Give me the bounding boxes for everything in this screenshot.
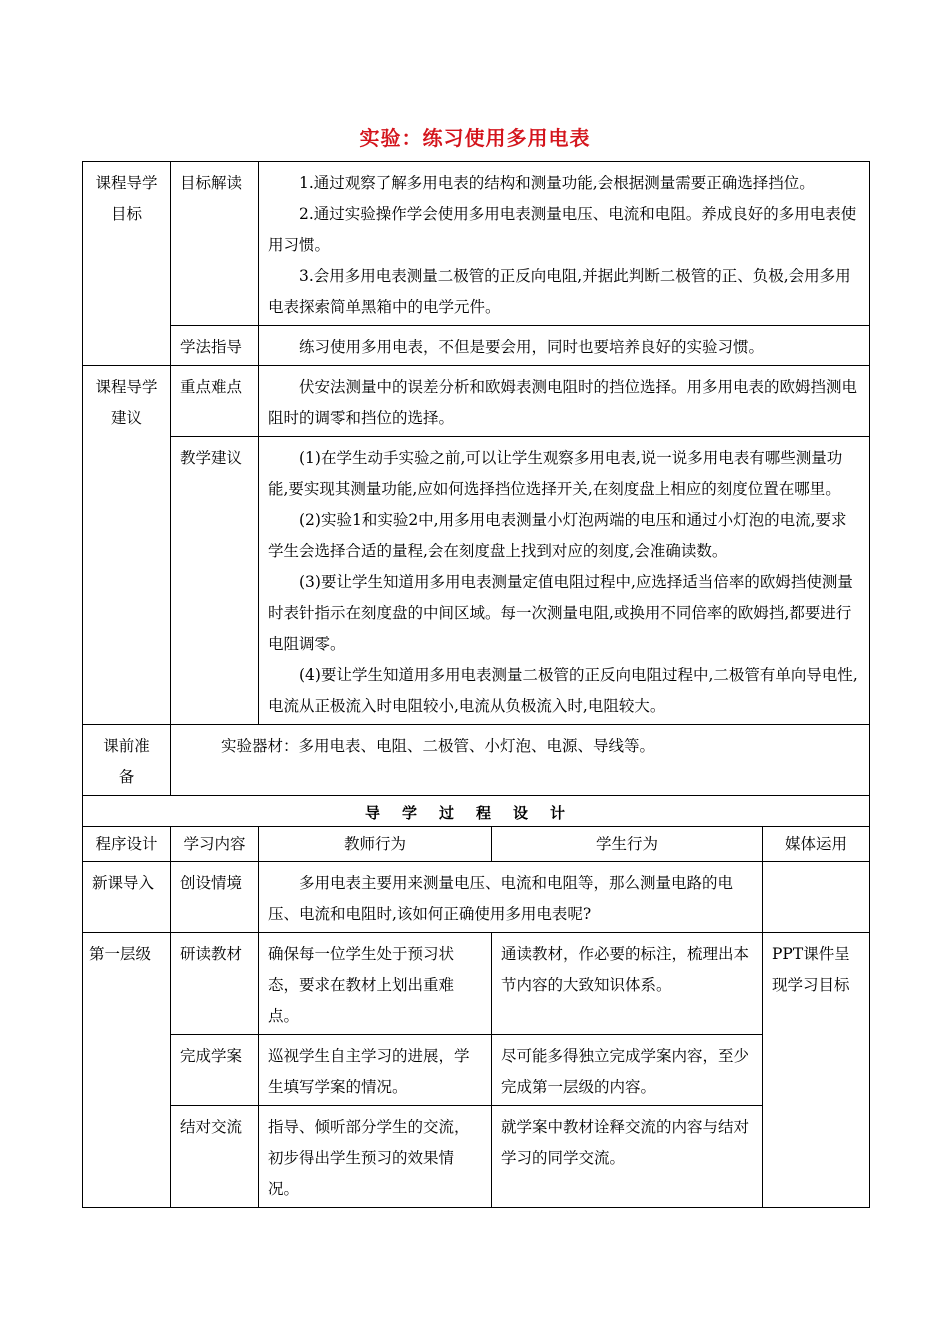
level1-row <box>83 1106 870 1208</box>
process-banner: 导学过程设计 <box>83 796 870 827</box>
level1-student: 尽可能多得独立完成学案内容，至少完成第一层级的内容。 <box>492 1035 763 1106</box>
header-teacher: 教师行为 <box>259 827 492 862</box>
header-media: 媒体运用 <box>763 827 870 862</box>
target-cell <box>259 162 870 326</box>
level1-student: 就学案中教材诠释交流的内容与结对学习的同学交流。 <box>492 1106 763 1208</box>
target-item: 3.会用多用电表测量二极管的正反向电阻,并据此判断二极管的正、负极,会用多用电表探索简单黑箱中的电学元件。 <box>268 267 851 316</box>
prep-row <box>83 725 870 796</box>
method-label: 学法指导 <box>171 326 259 366</box>
level1-teacher: 确保每一位学生处于预习状态，要求在教材上划出重难点。 <box>259 933 492 1035</box>
page-title: 实验：练习使用多用电表 <box>359 126 591 150</box>
intro-row <box>83 862 870 933</box>
process-header-row <box>83 827 870 862</box>
teach-row <box>83 437 870 725</box>
level1-stage: 第一层级 <box>83 933 171 1208</box>
intro-text: 多用电表主要用来测量电压、电流和电阻等，那么测量电路的电压、电流和电阻时,该如何正确使用多用电表呢? <box>268 874 734 923</box>
target-item: 1.通过观察了解多用电表的结构和测量功能,会根据测量需要正确选择挡位。 <box>299 174 815 192</box>
advice-section-label: 课程导学建议 <box>83 366 171 725</box>
teach-item: (4)要让学生知道用多用电表测量二极管的正反向电阻过程中,二极管有单向导电性,电流从正极流入时电阻较小,电流从负极流入时,电阻较大。 <box>268 666 858 715</box>
intro-stage: 新课导入 <box>83 862 171 933</box>
level1-row <box>83 933 870 1035</box>
teach-label: 教学建议 <box>171 437 259 725</box>
target-label: 目标解读 <box>171 162 259 326</box>
intro-text-cell <box>259 862 763 933</box>
header-stage: 程序设计 <box>83 827 171 862</box>
level1-student: 通读教材，作必要的标注，梳理出本节内容的大致知识体系。 <box>492 933 763 1035</box>
level1-teacher: 巡视学生自主学习的进展，学生填写学案的情况。 <box>259 1035 492 1106</box>
prep-label: 课前准备 <box>83 725 171 796</box>
level1-content: 完成学案 <box>171 1035 259 1106</box>
target-item: 2.通过实验操作学会使用多用电表测量电压、电流和电阻。养成良好的多用电表使用习惯。 <box>268 205 857 254</box>
teach-item: (3)要让学生知道用多用电表测量定值电阻过程中,应选择适当倍率的欧姆挡使测量时表针指示在刻度盘的中间区域。每一次测量电阻,或换用不同倍率的欧姆挡,都要进行电阻调零。 <box>268 573 853 653</box>
level1-media: PPT课件呈现学习目标 <box>763 933 870 1208</box>
level1-teacher: 指导、倾听部分学生的交流，初步得出学生预习的效果情况。 <box>259 1106 492 1208</box>
goals-section-label: 课程导学目标 <box>83 162 171 366</box>
header-content: 学习内容 <box>171 827 259 862</box>
level1-content: 研读教材 <box>171 933 259 1035</box>
prep-text: 实验器材：多用电表、电阻、二极管、小灯泡、电源、导线等。 <box>221 737 656 755</box>
level1-content: 结对交流 <box>171 1106 259 1208</box>
teach-cell <box>259 437 870 725</box>
method-cell <box>259 326 870 366</box>
lesson-table <box>82 161 870 1208</box>
intro-media <box>763 862 870 933</box>
method-row <box>83 326 870 366</box>
key-label: 重点难点 <box>171 366 259 437</box>
goals-row <box>83 162 870 326</box>
prep-cell <box>171 725 870 796</box>
teach-item: (2)实验1和实验2中,用多用电表测量小灯泡两端的电压和通过小灯泡的电流,要求学生会选择合适的量程,会在刻度盘上找到对应的刻度,会准确读数。 <box>268 511 847 560</box>
intro-content: 创设情境 <box>171 862 259 933</box>
header-student: 学生行为 <box>492 827 763 862</box>
process-banner-row <box>83 796 870 827</box>
key-row <box>83 366 870 437</box>
key-text: 伏安法测量中的误差分析和欧姆表测电阻时的挡位选择。用多用电表的欧姆挡测电阻时的调零和挡位的选择。 <box>268 378 858 427</box>
teach-item: (1)在学生动手实验之前,可以让学生观察多用电表,说一说多用电表有哪些测量功能,要实现其测量功能,应如何选择挡位选择开关,在刻度盘上相应的刻度位置在哪里。 <box>268 449 843 498</box>
method-text: 练习使用多用电表，不但是要会用，同时也要培养良好的实验习惯。 <box>299 338 765 356</box>
key-cell <box>259 366 870 437</box>
level1-row <box>83 1035 870 1106</box>
